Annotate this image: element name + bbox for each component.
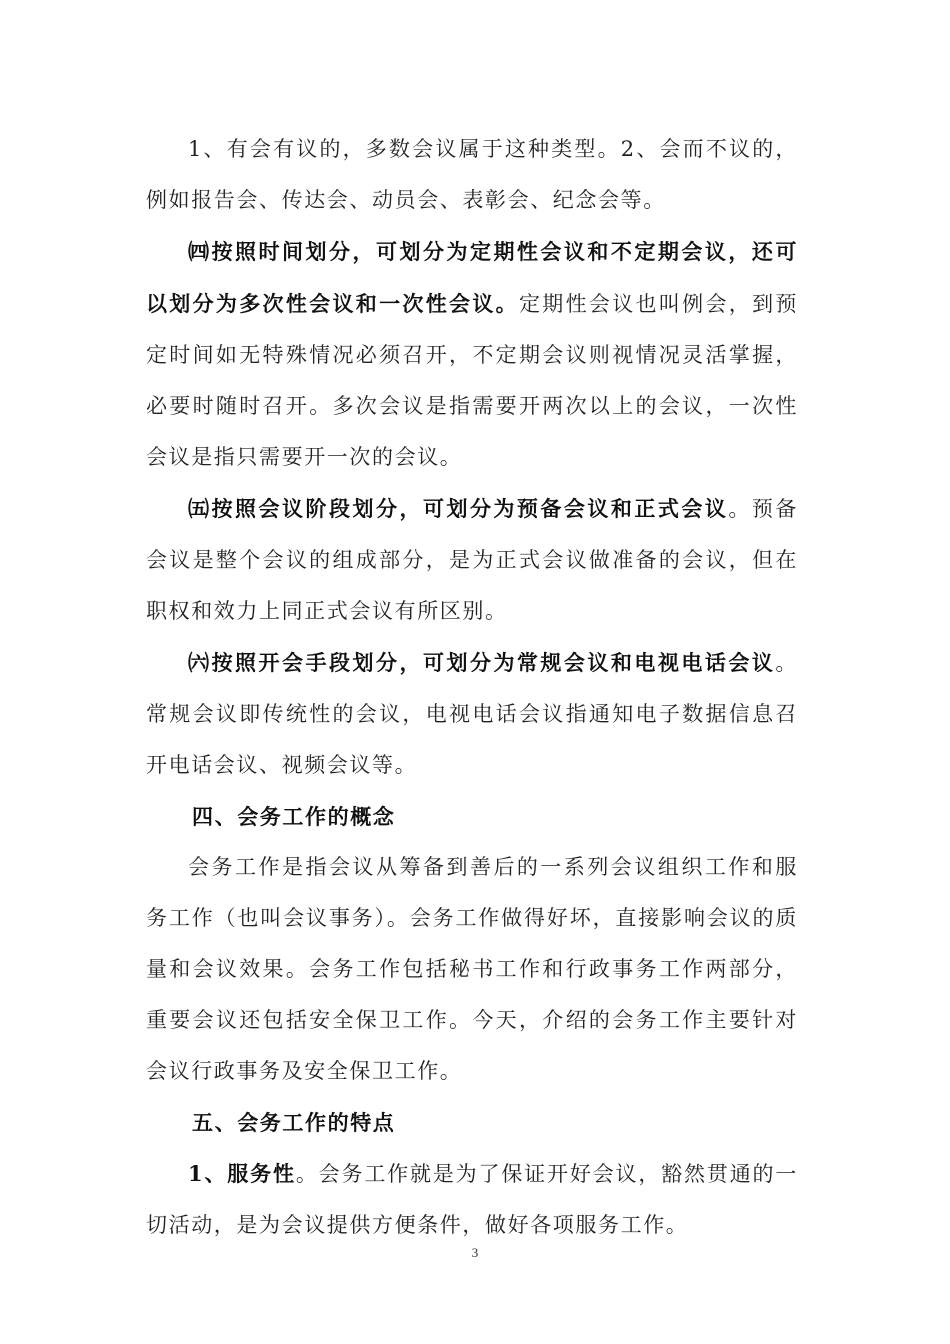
paragraph-meeting-discussion-types bbox=[146, 124, 798, 226]
paragraph-text: 。常规会议即传统性的会议，电视电话会议指通知电子数据信息召开电话会议、视频会议等。 bbox=[146, 651, 798, 777]
paragraph-bold-lead: 1、服务性 bbox=[188, 1161, 296, 1186]
paragraph-text: 定期性会议也叫例会，到预定时间如无特殊情况必须召开，不定期会议则视情况灵活掌握，必要时随时召开。多次会议是指需要开两次以上的会议，一次性会议是指只需要开一次的会议。 bbox=[146, 292, 798, 469]
page-number: 3 bbox=[471, 1245, 479, 1260]
section-heading-characteristics: 五、会务工作的特点 bbox=[192, 1110, 396, 1135]
paragraph-concept: 会务工作是指会议从筹备到善后的一系列会议组织工作和服务工作（也叫会议事务）。会务工作做得好坏，直接影响会议的质量和会议效果。会务工作包括秘书工作和行政事务工作两部分，重要会议还包括安全保卫工作。今天，介绍的会务工作主要针对会议行政事务及安全保卫工作。 bbox=[146, 855, 798, 1083]
paragraph-bold-lead: ㈥按照开会手段划分，可划分为常规会议和电视电话会议 bbox=[188, 650, 776, 675]
paragraph-bold-lead: ㈤按照会议阶段划分，可划分为预备会议和正式会议 bbox=[188, 496, 729, 521]
paragraph-text: 。会务工作就是为了保证开好会议，豁然贯通的一切活动，是为会议提供方便条件，做好各项服务工作。 bbox=[146, 1162, 798, 1237]
paragraph-service-nature bbox=[146, 1148, 798, 1251]
document-page bbox=[146, 124, 798, 1251]
paragraph-stage-classification bbox=[146, 483, 798, 637]
paragraph-bold-lead: ㈣按照时间划分，可划分为定期性会议和不定期会议，还可以划分为多次性会议和一次性会议。 bbox=[146, 239, 798, 316]
section-heading-concept: 四、会务工作的概念 bbox=[192, 804, 396, 829]
paragraph-time-classification bbox=[146, 226, 798, 483]
paragraph-means-classification bbox=[146, 637, 798, 791]
paragraph-text: 。预备会议是整个会议的组成部分，是为正式会议做准备的会议，但在职权和效力上同正式会议有所区别。 bbox=[146, 497, 798, 623]
paragraph-text: 1、有会有议的，多数会议属于这种类型。2、会而不议的，例如报告会、传达会、动员会、表彰会、纪念会等。 bbox=[146, 137, 798, 212]
